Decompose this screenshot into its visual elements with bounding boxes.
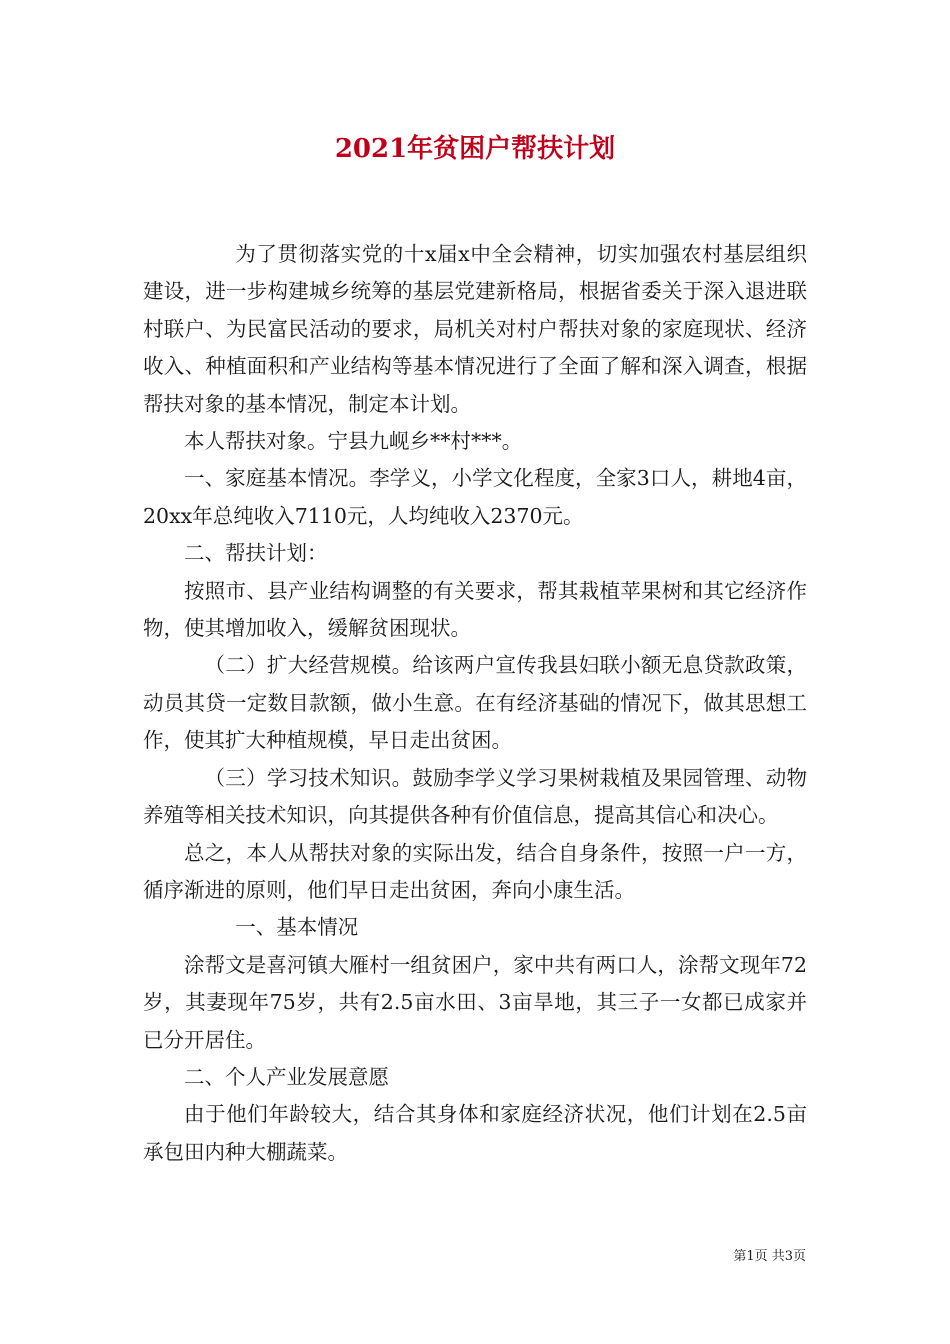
paragraph-basic-info: 涂帮文是喜河镇大雁村一组贫困户，家中共有两口人，涂帮文现年72岁，其妻现年75岁，共有2.5亩水田、3亩旱地，其三子一女都已成家并已分开居住。 xyxy=(143,952,807,1052)
paragraph-industry-heading: 二、个人产业发展意愿 xyxy=(184,1064,389,1089)
paragraph-industry-info: 由于他们年龄较大，结合其身体和家庭经济状况，他们计划在2.5亩承包田内种大棚蔬菜。 xyxy=(143,1102,807,1164)
page-title: 2021年贫困户帮扶计划 xyxy=(334,134,616,164)
paragraph-plan-item-1: 按照市、县产业结构调整的有关要求，帮其栽植苹果树和其它经济作物，使其增加收入，缓解贫困现状。 xyxy=(143,578,807,641)
document-body xyxy=(143,236,807,1171)
paragraph-basic-heading: 一、基本情况 xyxy=(235,915,359,940)
page-number-footer: 第1页 共3页 xyxy=(733,1249,806,1264)
paragraph-plan-heading: 二、帮扶计划： xyxy=(184,541,328,566)
paragraph-intro: 为了贯彻落实党的十x届x中全会精神，切实加强农村基层组织建设，进一步构建城乡统筹的基层党建新格局，根据省委关于深入退进联村联户、为民富民活动的要求，局机关对村户帮扶对象的家庭现状、经济收入、种植面积和产业结构等基本情况进行了全面了解和深入调查，根据帮扶对象的基本情况，制定本计划。 xyxy=(143,242,807,416)
paragraph-summary: 总之，本人从帮扶对象的实际出发，结合自身条件，按照一户一方，循序渐进的原则，他们早日走出贫困，奔向小康生活。 xyxy=(143,840,807,902)
paragraph-plan-item-2: （二）扩大经营规模。给该两户宣传我县妇联小额无息贷款政策，动员其贷一定数目款额，做小生意。在有经济基础的情况下，做其思想工作，使其扩大种植规模，早日走出贫困。 xyxy=(143,653,807,753)
paragraph-target: 本人帮扶对象。宁县九岘乡**村***。 xyxy=(184,429,523,454)
paragraph-family-situation: 一、家庭基本情况。李学义，小学文化程度，全家3口人，耕地4亩，20xx年总纯收入7110元，人均纯收入2370元。 xyxy=(143,466,807,528)
paragraph-plan-item-3: （三）学习技术知识。鼓励李学义学习果树栽植及果园管理、动物养殖等相关技术知识，向其提供各种有价值信息，提高其信心和决心。 xyxy=(143,765,807,828)
